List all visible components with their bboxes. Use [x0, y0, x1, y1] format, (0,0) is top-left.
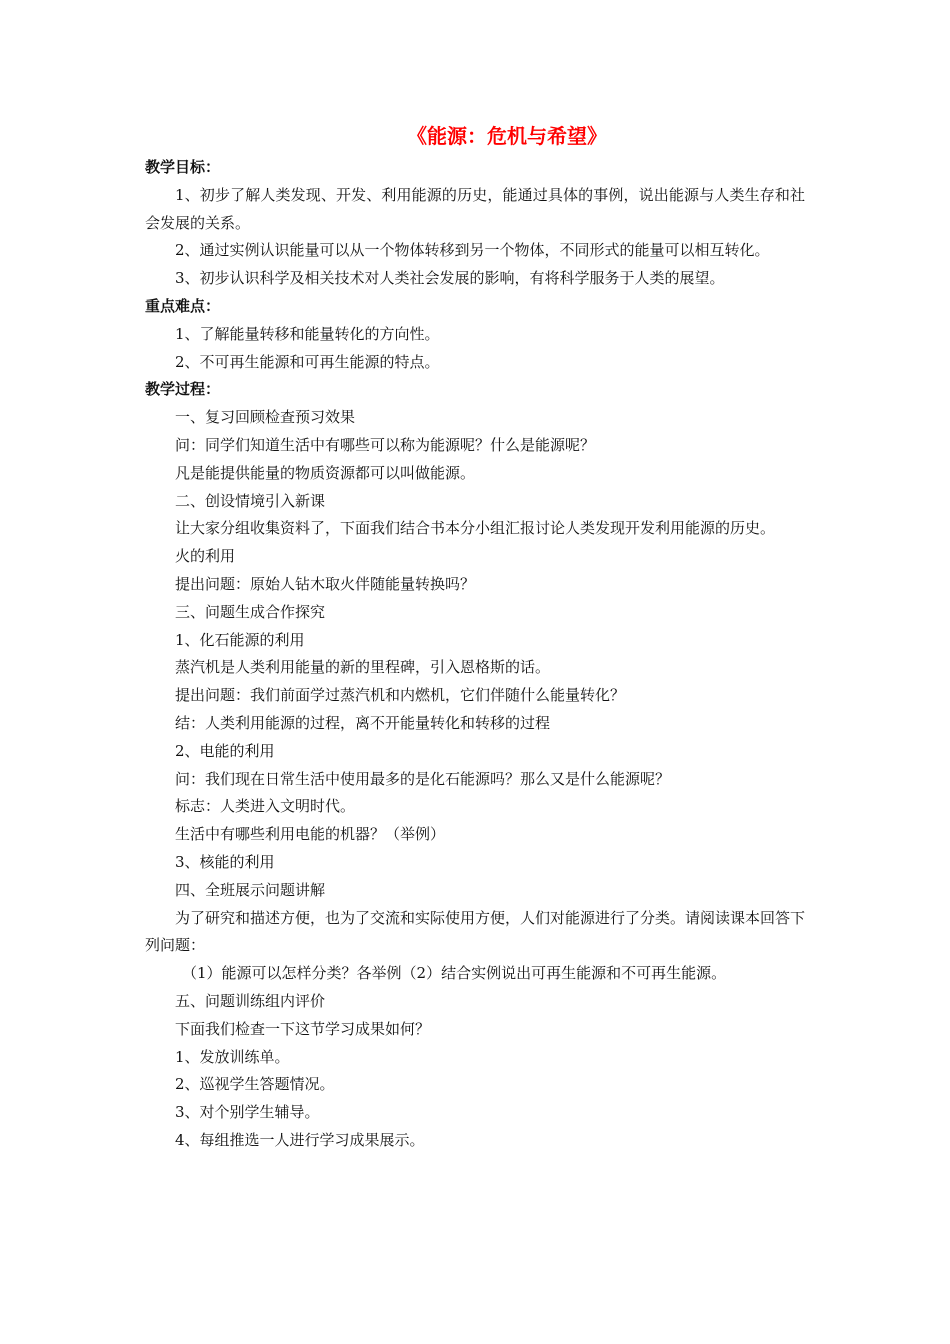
process-paragraph: 火的利用 [175, 547, 236, 566]
objective-item: 2、通过实例认识能量可以从一个物体转移到另一个物体，不同形式的能量可以相互转化。 [175, 241, 770, 260]
process-paragraph: 凡是能提供能量的物质资源都可以叫做能源。 [175, 463, 476, 482]
process-paragraph: 生活中有哪些利用电能的机器？（举例） [175, 825, 446, 844]
process-paragraph: 提出问题：我们前面学过蒸汽机和内燃机，它们伴随什么能量转化？ [175, 686, 626, 705]
objectives-heading: 教学目标： [145, 158, 221, 176]
process-paragraph: 1、发放训练单。 [175, 1047, 290, 1066]
objective-item: 3、初步认识科学及相关技术对人类社会发展的影响，有将科学服务于人类的展望。 [175, 269, 725, 288]
process-paragraph: 为了研究和描述方便，也为了交流和实际使用方便，人们对能源进行了分类。请阅读课本回答下列问题： [145, 908, 806, 955]
process-heading: 教学过程： [145, 380, 221, 399]
keypoint-item: 2、不可再生能源和可再生能源的特点。 [175, 352, 440, 371]
keypoint-item: 1、了解能量转移和能量转化的方向性。 [175, 324, 440, 343]
process-paragraph: 问：我们现在日常生活中使用最多的是化石能源吗？那么又是什么能源呢？ [175, 769, 671, 788]
process-paragraph: 2、巡视学生答题情况。 [175, 1075, 335, 1094]
process-paragraph: 提出问题：原始人钻木取火伴随能量转换吗？ [175, 574, 476, 593]
process-step-heading: 二、创设情境引入新课 [175, 491, 326, 510]
process-step-heading: 四、全班展示问题讲解 [175, 880, 326, 899]
process-paragraph: 4、每组推选一人进行学习成果展示。 [175, 1130, 425, 1149]
process-paragraph: （1）能源可以怎样分类？各举例（2）结合实例说出可再生能源和不可再生能源。 [182, 964, 727, 983]
process-paragraph: 3、核能的利用 [175, 852, 275, 871]
process-step-heading: 一、复习回顾检查预习效果 [175, 408, 356, 427]
process-step-heading: 五、问题训练组内评价 [175, 991, 326, 1010]
process-paragraph: 问：同学们知道生活中有哪些可以称为能源呢？什么是能源呢？ [175, 435, 596, 454]
process-paragraph: 3、对个别学生辅导。 [175, 1103, 320, 1122]
process-paragraph: 下面我们检查一下这节学习成果如何？ [175, 1019, 431, 1038]
process-paragraph: 标志：人类进入文明时代。 [175, 797, 356, 816]
process-paragraph: 1、化石能源的利用 [175, 630, 305, 649]
objective-item: 1、初步了解人类发现、开发、利用能源的历史，能通过具体的事例，说出能源与人类生存和社会发展的关系。 [145, 185, 805, 232]
process-paragraph: 结：人类利用能源的过程，离不开能量转化和转移的过程 [175, 713, 551, 732]
process-paragraph: 2、电能的利用 [175, 741, 275, 760]
document-page [145, 118, 805, 1155]
document-title: 《能源：危机与希望》 [407, 124, 607, 148]
process-paragraph: 让大家分组收集资料了，下面我们结合书本分小组汇报讨论人类发现开发利用能源的历史。 [175, 519, 776, 538]
keypoints-heading: 重点难点： [145, 296, 221, 315]
process-paragraph: 蒸汽机是人类利用能量的新的里程碑，引入恩格斯的话。 [175, 658, 551, 677]
process-step-heading: 三、问题生成合作探究 [175, 602, 326, 621]
